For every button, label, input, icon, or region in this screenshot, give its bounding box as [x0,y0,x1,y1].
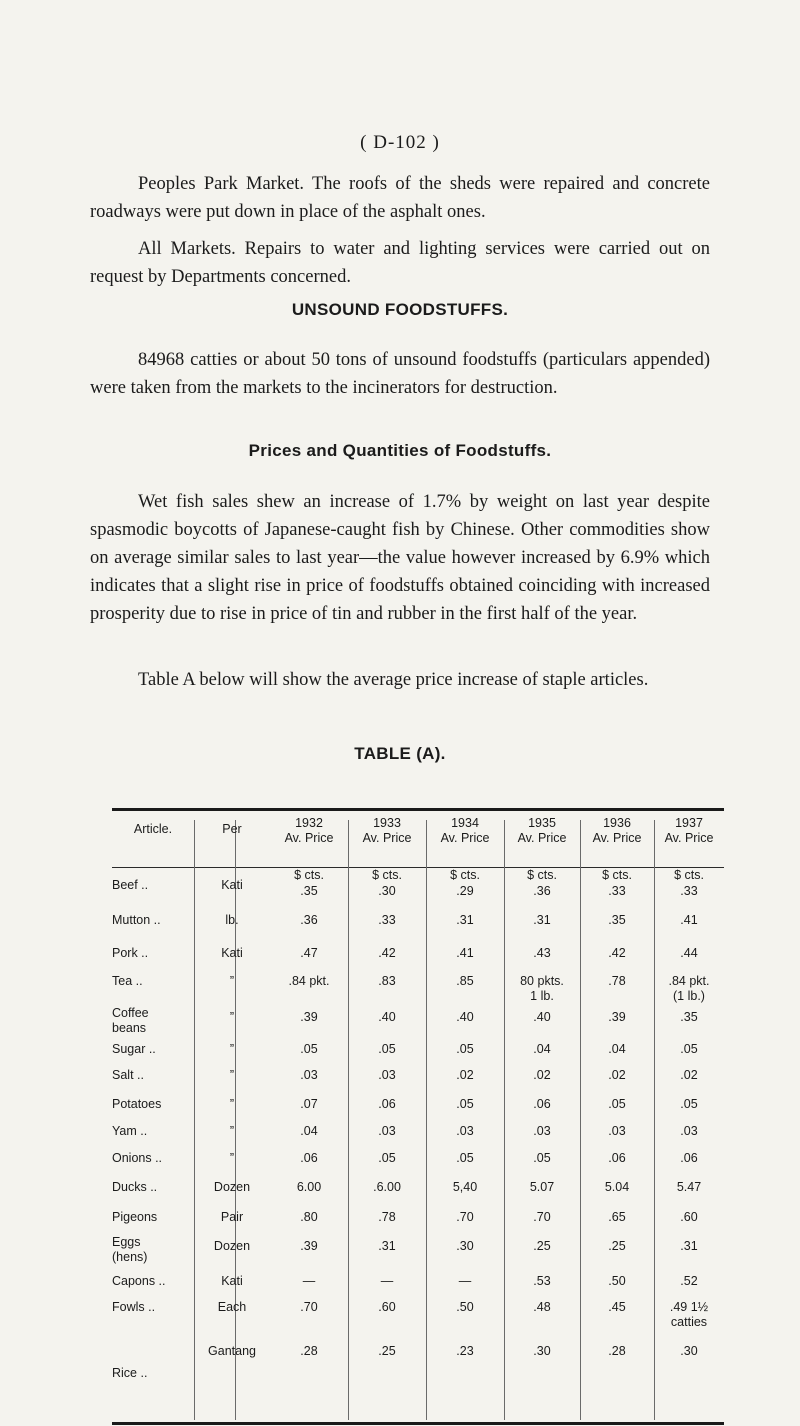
table-cell-price: .03 [608,1124,626,1138]
table-cell-article: Beef .. [112,878,149,892]
table-cell-price: .45 [608,1300,626,1314]
table-cell-price: .30 [680,1344,698,1358]
table-cell-price: .05 [456,1151,474,1165]
table-cell-price: .85 [456,974,474,988]
table-cell-price: .02 [533,1068,551,1082]
table-cell-article: Sugar .. [112,1042,156,1056]
paragraph-wet-fish-text: Wet fish sales shew an increase of 1.7% by weight on last year despite spasmodic boycotts of Japanese-caught fish by Chinese. Other commodities show on average similar sales to last year—the value however increased by 6.9% which indicates that a slight rise in price of foodstuffs obtained coinciding with increased prosperity due to rise in price of tin and rubber in the first half of the year. [90,492,710,624]
table-cell-per: Kati [221,946,243,960]
table-cell-price: .39 [608,1010,626,1024]
table-cell-price: .25 [608,1239,626,1253]
table-cell-price: .03 [533,1124,551,1138]
table-cell-price: .05 [456,1097,474,1111]
table-cell-price: .30 [456,1239,474,1253]
table-cell-price: .03 [456,1124,474,1138]
table-cell-per: ” [229,1151,235,1165]
table-cell-price: .06 [300,1151,318,1165]
table-cell-price: .06 [378,1097,396,1111]
table-cell-price: .02 [608,1068,626,1082]
table-cell-price: .47 [300,946,318,960]
table-cell-price: .70 [456,1210,474,1224]
table-cell-article: Potatoes [112,1097,162,1111]
table-currency-unit: $ cts. [527,868,557,882]
page-number: ( D-102 ) [360,132,440,153]
table-column-divider [348,820,349,1420]
table-cell-price: .03 [300,1068,318,1082]
table-cell-price: 5.04 [604,1180,630,1194]
table-cell-article: Salt .. [112,1068,144,1082]
table-cell-article: Rice .. [112,1366,148,1380]
table-cell-per: ” [229,1068,235,1082]
table-cell-price: .31 [680,1239,698,1253]
table-cell-per: Dozen [213,1180,251,1194]
table-cell-price: .84 pkt. [288,974,330,988]
table-header-cell: 1934 Av. Price [440,816,490,845]
table-currency-unit: $ cts. [674,868,704,882]
table-header-cell: Article. [133,822,173,836]
table-cell-price: .6.00 [373,1180,401,1194]
table-cell-price: .39 [300,1239,318,1253]
table-currency-unit: $ cts. [602,868,632,882]
table-cell-per: Each [217,1300,247,1314]
paragraph-all-markets-text: All Markets. Repairs to water and lighting services were carried out on request by Departments concerned. [90,239,710,287]
table-cell-price: .70 [300,1300,318,1314]
table-column-divider [580,820,581,1420]
table-cell-price: .28 [608,1344,626,1358]
table-cell-price: .41 [456,946,474,960]
table-cell-price: .06 [608,1151,626,1165]
table-header-cell: Per [222,822,242,836]
table-cell-per: ” [229,974,235,988]
table-cell-price: .52 [680,1274,698,1288]
paragraph-unsound [90,346,710,402]
table-cell-price: .83 [378,974,396,988]
table-cell-price: .80 [300,1210,318,1224]
table-cell-price: .36 [533,884,551,898]
table-currency-unit: $ cts. [294,868,324,882]
paragraph-all-markets [90,235,710,291]
heading-unsound-foodstuffs: UNSOUND FOODSTUFFS. [291,300,509,319]
table-cell-per: ” [229,1042,235,1056]
table-cell-article: Capons .. [112,1274,166,1288]
table-column-divider [426,820,427,1420]
table-cell-price: .31 [378,1239,396,1253]
table-cell-price: .30 [533,1344,551,1358]
price-table [112,808,724,1426]
table-cell-article: Tea .. [112,974,143,988]
table-cell-price: .03 [378,1124,396,1138]
table-cell-price: 5.07 [529,1180,555,1194]
table-cell-price: 6.00 [296,1180,322,1194]
table-cell-per: Dozen [213,1239,251,1253]
table-cell-per: ” [229,1010,235,1024]
table-cell-price: .05 [378,1151,396,1165]
table-cell-price: .40 [378,1010,396,1024]
table-cell-price: .42 [608,946,626,960]
table-cell-price: .05 [533,1151,551,1165]
table-column-divider [654,820,655,1420]
table-cell-price: — [380,1274,394,1288]
table-cell-price: .35 [300,884,318,898]
table-cell-price: .44 [680,946,698,960]
table-top-rule [112,808,724,811]
table-cell-price: .50 [608,1274,626,1288]
table-cell-article: Pork .. [112,946,149,960]
table-cell-price: .78 [608,974,626,988]
paragraph-peoples-park [90,170,710,226]
table-column-divider [504,820,505,1420]
table-cell-price: — [302,1274,316,1288]
table-cell-price: .70 [533,1210,551,1224]
table-cell-price: — [458,1274,472,1288]
table-cell-price: .49 1½ catties [669,1300,709,1329]
heading-prices-quantities: Prices and Quantities of Foodstuffs. [248,441,552,460]
table-cell-article: Mutton .. [112,913,161,927]
table-cell-price: 5.47 [676,1180,702,1194]
table-cell-price: 5,40 [452,1180,478,1194]
table-cell-price: .06 [533,1097,551,1111]
table-header-cell: 1933 Av. Price [362,816,412,845]
table-bottom-rule [112,1422,724,1425]
table-cell-price: .36 [300,913,318,927]
table-cell-price: .65 [608,1210,626,1224]
table-cell-price: .40 [456,1010,474,1024]
table-cell-price: .40 [533,1010,551,1024]
table-cell-price: .04 [300,1124,318,1138]
table-cell-per: ” [229,1097,235,1111]
table-cell-price: .23 [456,1344,474,1358]
table-cell-per: lb. [225,913,239,927]
table-title: TABLE (A). [354,744,446,763]
table-cell-price: .28 [300,1344,318,1358]
table-cell-price: .31 [533,913,551,927]
table-cell-price: .05 [680,1097,698,1111]
table-cell-price: .31 [456,913,474,927]
table-cell-price: .50 [456,1300,474,1314]
table-header-cell: 1932 Av. Price [284,816,334,845]
table-cell-price: .25 [378,1344,396,1358]
table-cell-article: Coffee beans [112,1006,149,1035]
table-cell-article: Fowls .. [112,1300,156,1314]
table-cell-price: .48 [533,1300,551,1314]
table-column-divider [194,820,195,1420]
paragraph-peoples-park-text: Peoples Park Market. The roofs of the sheds were repaired and concrete roadways were put down in place of the asphalt ones. [90,174,710,222]
table-header-cell: 1937 Av. Price [664,816,714,845]
table-cell-price: .04 [533,1042,551,1056]
table-currency-unit: $ cts. [450,868,480,882]
table-cell-price: .33 [378,913,396,927]
table-cell-price: .29 [456,884,474,898]
table-cell-price: .30 [378,884,396,898]
table-column-divider [235,820,236,1420]
table-cell-price: .05 [680,1042,698,1056]
table-currency-unit: $ cts. [372,868,402,882]
table-cell-price: .60 [378,1300,396,1314]
table-header-cell: 1936 Av. Price [592,816,642,845]
table-cell-article: Onions .. [112,1151,163,1165]
table-cell-price: .39 [300,1010,318,1024]
table-cell-article: Yam .. [112,1124,148,1138]
table-cell-price: .05 [456,1042,474,1056]
table-cell-price: .33 [608,884,626,898]
table-cell-article: Ducks .. [112,1180,158,1194]
table-cell-price: .35 [680,1010,698,1024]
table-cell-price: .06 [680,1151,698,1165]
table-cell-price: .05 [378,1042,396,1056]
table-cell-per: Gantang [208,1344,256,1358]
paragraph-table-a-intro-text: Table A below will show the average price increase of staple articles. [138,670,649,690]
table-cell-price: .84 pkt. (1 lb.) [668,974,710,1003]
paragraph-table-a-intro [90,666,710,694]
table-cell-article: Eggs (hens) [112,1235,148,1264]
table-cell-price: .78 [378,1210,396,1224]
table-cell-price: .42 [378,946,396,960]
table-cell-per: Kati [221,1274,243,1288]
table-cell-price: .33 [680,884,698,898]
table-cell-article: Pigeons [112,1210,158,1224]
table-cell-price: .53 [533,1274,551,1288]
table-cell-price: .04 [608,1042,626,1056]
table-cell-price: .07 [300,1097,318,1111]
table-cell-price: .02 [680,1068,698,1082]
table-cell-price: .41 [680,913,698,927]
table-cell-per: Kati [221,878,243,892]
table-cell-price: 80 pkts. 1 lb. [520,974,564,1003]
table-cell-price: .35 [608,913,626,927]
table-cell-price: .43 [533,946,551,960]
table-header-cell: 1935 Av. Price [517,816,567,845]
table-cell-per: ” [229,1124,235,1138]
table-cell-price: .60 [680,1210,698,1224]
table-cell-per: Pair [220,1210,244,1224]
table-cell-price: .05 [300,1042,318,1056]
table-cell-price: .25 [533,1239,551,1253]
paragraph-unsound-text: 84968 catties or about 50 tons of unsound foodstuffs (particulars appended) were taken from the markets to the incinerators for destruction. [90,350,710,398]
table-cell-price: .02 [456,1068,474,1082]
paragraph-wet-fish [90,488,710,628]
table-cell-price: .05 [608,1097,626,1111]
table-cell-price: .03 [378,1068,396,1082]
table-cell-price: .03 [680,1124,698,1138]
